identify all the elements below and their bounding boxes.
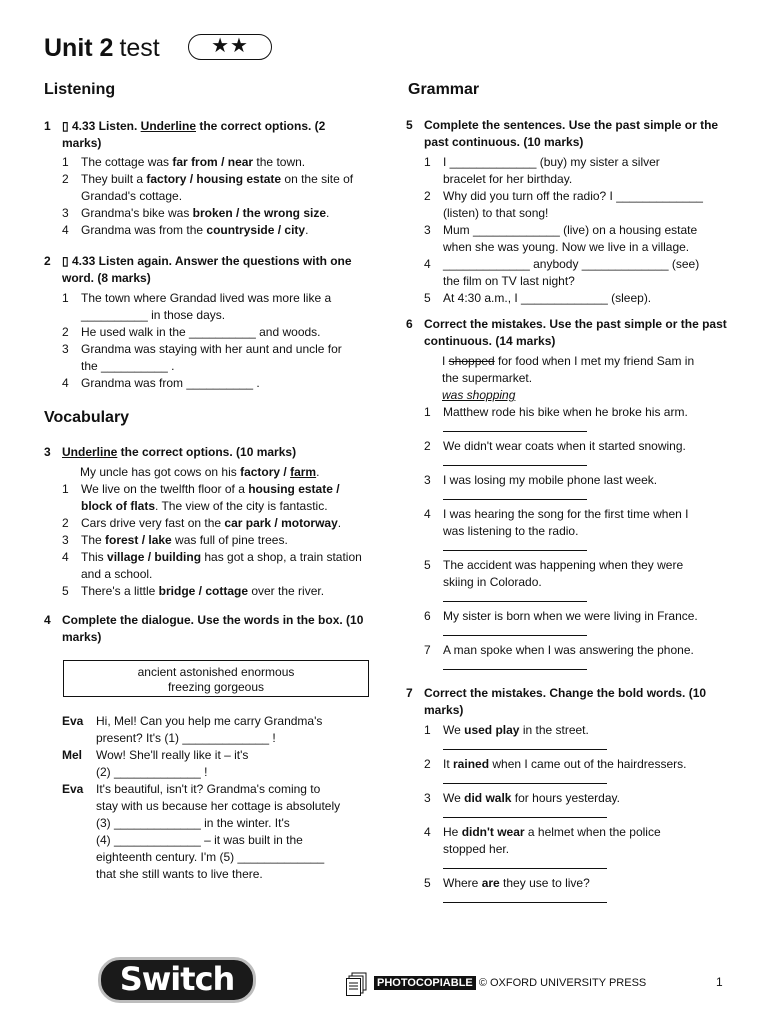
section-heading-grammar: Grammar <box>408 81 480 98</box>
item-text: He didn't wear a helmet when the police stopped her. <box>443 824 730 875</box>
list-item <box>62 154 364 171</box>
page-number: 1 <box>716 975 723 989</box>
item-text: This village / building has got a shop, a train station and a school. <box>81 550 362 581</box>
list-item <box>62 324 364 341</box>
list-item <box>424 790 730 824</box>
dialogue-turn <box>62 747 372 781</box>
item-number: 3 <box>424 223 431 237</box>
item-text[interactable]: I _____________ (buy) my sister a silver bracelet for her birthday. <box>443 155 660 186</box>
list-item <box>62 290 364 324</box>
audio-icon: ▯ <box>62 254 69 268</box>
item-number: 1 <box>62 482 69 496</box>
question-7: 7 Correct the mistakes. Change the bold words. (10 marks) 1 We used play in the street. 2 It rained when I came out of the hairdressers. 3 We did walk for hours yesterday. 4 He didn't wear a helmet when the police stopped her. 5 Where are they use to live? <box>406 685 730 909</box>
answer-line[interactable] <box>443 455 587 466</box>
item-text: Matthew rode his bike when he broke his arm. <box>443 404 730 438</box>
list-item <box>424 404 730 438</box>
option-choice[interactable]: forest / lake <box>105 533 172 547</box>
audio-icon: ▯ <box>62 119 69 133</box>
item-text: We didn't wear coats when it started snowing. <box>443 438 730 472</box>
item-text: Cars drive very fast on the car park / motorway. <box>81 516 342 530</box>
item-number: 5 <box>62 584 69 598</box>
item-number: 2 <box>62 325 69 339</box>
question-5: 5 Complete the sentences. Use the past simple or the past continuous. (10 marks) 1 I _____________ (buy) my sister a silver bracelet for her birthday. 2 Why did you turn off the radio? I _____________ (listen) to that song! 3 Mum _____________ (live) on a housing estate when she was young. Now we live in a village. 4 _____________ anybody _____________ (see) the film on TV last night? 5 At 4:30 a.m., I _____________ (sleep). <box>406 117 730 307</box>
list-item <box>62 375 364 392</box>
item-number: 1 <box>62 291 69 305</box>
item-number: 4 <box>62 223 69 237</box>
item-number: 4 <box>424 825 431 839</box>
list-item <box>424 875 730 909</box>
option-choice[interactable]: far from / near <box>172 155 254 169</box>
section-heading-listening: Listening <box>44 81 116 98</box>
option-choice[interactable]: bridge / cottage <box>158 584 248 598</box>
answer-line[interactable] <box>443 659 587 670</box>
bold-words: didn't wear <box>461 825 525 839</box>
question-4: 4 Complete the dialogue. Use the words in the box. (10 marks) <box>44 613 364 644</box>
answer-line[interactable] <box>443 773 607 784</box>
answer-line[interactable] <box>443 739 607 750</box>
item-text[interactable]: Grandma was staying with her aunt and uncle for the __________ . <box>81 342 342 373</box>
difficulty-stars-badge: ★★ <box>188 34 272 60</box>
item-text[interactable]: He used walk in the __________ and woods. <box>81 325 321 339</box>
item-text: My sister is born when we were living in France. <box>443 608 730 642</box>
item-text[interactable]: Grandma was from __________ . <box>81 376 260 390</box>
option-choice[interactable]: broken / the wrong size <box>192 206 327 220</box>
bold-words: are <box>481 876 500 890</box>
item-number: 2 <box>424 439 431 453</box>
list-item <box>424 506 730 557</box>
answer-line[interactable] <box>443 489 587 500</box>
list-item <box>62 222 364 239</box>
speaker-name: Eva <box>62 714 84 728</box>
list-item <box>424 438 730 472</box>
item-number: 7 <box>424 643 431 657</box>
item-text: We did walk for hours yesterday. <box>443 790 730 824</box>
item-text: I was hearing the song for the first time when I was listening to the radio. <box>443 506 730 557</box>
speaker-name: Mel <box>62 748 83 762</box>
dialogue-turn <box>62 781 372 883</box>
option-choice[interactable]: factory / housing estate <box>146 172 282 186</box>
bold-words: used play <box>464 723 520 737</box>
item-text[interactable]: The town where Grandad lived was more like a __________ in those days. <box>81 291 332 322</box>
list-item <box>62 549 366 583</box>
option-choice[interactable]: village / building <box>107 550 202 564</box>
item-text: It rained when I came out of the hairdressers. <box>443 756 730 790</box>
bold-words: did walk <box>464 791 512 805</box>
list-item <box>424 472 730 506</box>
list-item <box>424 722 730 756</box>
dialogue-text[interactable]: It's beautiful, isn't it? Grandma's coming to stay with us because her cottage is absolutely (3) _____________ in the winter. It's (4) _____________ – it was built in the eighteenth century. I'm (5) _____________ that she still wants to live there. <box>96 782 341 881</box>
list-item <box>424 824 730 875</box>
option-choice[interactable]: housing estate / block of flats <box>81 482 340 513</box>
item-number: 3 <box>62 206 69 220</box>
item-number: 5 <box>424 558 431 572</box>
dialogue-text[interactable]: Hi, Mel! Can you help me carry Grandma's present? It's (1) _____________ ! <box>96 714 323 745</box>
item-number: 2 <box>424 757 431 771</box>
item-number: 3 <box>424 473 431 487</box>
list-item <box>62 532 366 549</box>
item-text: We used play in the street. <box>443 722 730 756</box>
item-text: A man spoke when I was answering the phone. <box>443 642 730 676</box>
list-item <box>62 515 366 532</box>
item-text: Grandma's bike was broken / the wrong size. <box>81 206 330 220</box>
item-text: There's a little bridge / cottage over the river. <box>81 584 325 598</box>
item-number: 6 <box>424 609 431 623</box>
item-text: The accident was happening when they were skiing in Colorado. <box>443 557 730 608</box>
item-number: 3 <box>62 342 69 356</box>
list-item <box>424 557 730 608</box>
section-heading-vocabulary: Vocabulary <box>44 409 130 426</box>
item-number: 4 <box>424 507 431 521</box>
list-item <box>62 205 364 222</box>
list-item <box>424 154 730 188</box>
answer-line[interactable] <box>443 892 607 903</box>
list-item <box>424 642 730 676</box>
answer-line[interactable] <box>443 591 587 602</box>
item-text: The forest / lake was full of pine trees. <box>81 533 288 547</box>
item-number: 4 <box>62 376 69 390</box>
list-item <box>62 481 366 515</box>
list-item <box>424 756 730 790</box>
item-text: We live on the twelfth floor of a housing estate / block of flats. The view of the city is fantastic. <box>81 482 340 513</box>
list-item <box>424 188 730 222</box>
item-text: They built a factory / housing estate on the site of Grandad's cottage. <box>81 172 354 203</box>
dialogue <box>62 713 372 883</box>
item-text: Where are they use to live? <box>443 875 730 909</box>
item-text: The cottage was far from / near the town. <box>81 155 306 169</box>
photocopy-icon <box>346 972 368 996</box>
answer-line[interactable] <box>443 807 607 818</box>
item-text[interactable]: _____________ anybody _____________ (see) the film on TV last night? <box>443 257 700 288</box>
question-1: 1 ▯ 4.33 Listen. Underline the correct options. (2 marks) 1 The cottage was far from / near the town. 2 They built a factory / housing estate on the site of Grandad's cottage. 3 Grandma's bike was broken / the wrong size. 4 Grandma was from the countryside / city. <box>44 118 364 239</box>
item-number: 3 <box>424 791 431 805</box>
item-number: 1 <box>62 155 69 169</box>
dialogue-text[interactable]: Wow! She'll really like it – it's (2) _____________ ! <box>96 748 249 779</box>
question-2: 2 ▯ 4.33 Listen again. Answer the questions with one word. (8 marks) 1 The town where Grandad lived was more like a __________ in those days. 2 He used walk in the __________ and woods. 3 Grandma was staying with her aunt and uncle for the __________ . 4 Grandma was from __________ . <box>44 253 364 392</box>
item-text: Grandma was from the countryside / city. <box>81 223 309 237</box>
list-item <box>424 608 730 642</box>
item-text[interactable]: Mum _____________ (live) on a housing estate when she was young. Now we live in a village. <box>443 223 698 254</box>
bold-words: rained <box>453 757 490 771</box>
item-number: 5 <box>424 876 431 890</box>
dialogue-turn <box>62 713 372 747</box>
list-item <box>62 341 364 375</box>
list-item <box>424 222 730 256</box>
copyright-notice: PHOTOCOPIABLE © OXFORD UNIVERSITY PRESS <box>374 977 646 989</box>
item-text: I was losing my mobile phone last week. <box>443 472 730 506</box>
item-number: 1 <box>424 723 431 737</box>
option-choice[interactable]: car park / motorway <box>224 516 338 530</box>
item-text[interactable]: At 4:30 a.m., I _____________ (sleep). <box>443 291 652 305</box>
list-item <box>424 256 730 290</box>
answer-line[interactable] <box>443 858 607 869</box>
item-number: 5 <box>424 291 431 305</box>
word-box: ancient astonished enormous freezing gorgeous <box>63 660 369 697</box>
item-number: 2 <box>62 516 69 530</box>
list-item <box>424 290 730 307</box>
option-choice[interactable]: countryside / city <box>206 223 306 237</box>
example-sentence: My uncle has got cows on his factory / farm. <box>80 465 320 479</box>
item-text[interactable]: Why did you turn off the radio? I _____________ (listen) to that song! <box>443 189 703 220</box>
item-number: 4 <box>62 550 69 564</box>
item-number: 1 <box>424 155 431 169</box>
question-6: 6 Correct the mistakes. Use the past simple or the past continuous. (14 marks) I shopped for food when I met my friend Sam in the supermarket. was shopping 1 Matthew rode his bike when he broke his arm. 2 We didn't wear coats when it started snowing. 3 I was losing my mobile phone last week. 4 I was hearing the song for the first time when I was listening to the radio. 5 The accident was happening when they were skiing in Colorado. 6 My sister is born when we were living in France. 7 A man spoke when I was answering the phone. <box>406 316 730 676</box>
item-number: 2 <box>62 172 69 186</box>
answer-line[interactable] <box>443 540 587 551</box>
list-item <box>62 583 366 600</box>
page-title: Unit 2 test <box>44 34 160 62</box>
item-number: 2 <box>424 189 431 203</box>
answer-line[interactable] <box>443 625 587 636</box>
item-number: 1 <box>424 405 431 419</box>
item-number: 4 <box>424 257 431 271</box>
item-number: 3 <box>62 533 69 547</box>
answer-line[interactable] <box>443 421 587 432</box>
example-sentence: I shopped for food when I met my friend Sam in the supermarket. was shopping <box>442 354 695 402</box>
switch-logo: Switch <box>98 957 256 1003</box>
speaker-name: Eva <box>62 782 84 796</box>
list-item <box>62 171 364 205</box>
question-3: 3 Underline the correct options. (10 marks) My uncle has got cows on his factory / farm. 1 We live on the twelfth floor of a housing estate / block of flats. The view of the city is fantastic. 2 Cars drive very fast on the car park / motorway. 3 The forest / lake was full of pine trees. 4 This village / building has got a shop, a train station and a school. 5 There's a little bridge / cottage over the river. <box>44 444 366 600</box>
